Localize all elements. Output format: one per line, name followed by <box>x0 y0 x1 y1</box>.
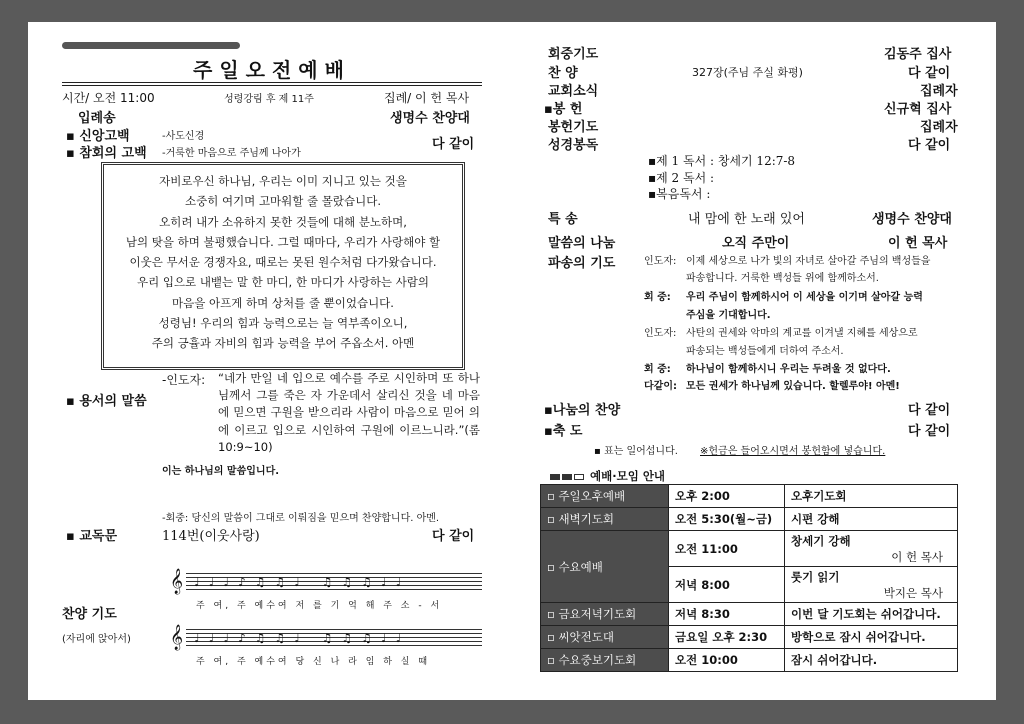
table-row <box>541 508 958 531</box>
schedule-table <box>540 484 958 672</box>
schedule-desc: 방학으로 잠시 쉬어갑니다. <box>785 626 958 649</box>
sharing-by: 다 같이 <box>908 403 951 418</box>
sending-tag: 인도자: <box>644 328 677 339</box>
decorative-bar <box>62 42 240 49</box>
confession-prayer-box <box>101 162 465 370</box>
bulletin-sheet <box>28 22 996 700</box>
absolution-label: ▪ 용서의 말씀 <box>66 394 147 409</box>
prelude-by: 생명수 찬양대 <box>390 111 470 126</box>
sending-line: 이제 세상으로 나가 빛의 자녀로 살아갈 주님의 백성들을 <box>686 256 931 267</box>
sending-tag: 회 중: <box>644 364 671 375</box>
heading-bar-icon <box>550 474 560 480</box>
special-by: 생명수 찬양대 <box>872 212 952 227</box>
schedule-time: 오전 11:00 <box>669 531 785 567</box>
table-row <box>541 626 958 649</box>
schedule-desc: 이번 달 기도회는 쉬어갑니다. <box>785 603 958 626</box>
schedule-desc2: 이 헌 목사 <box>891 549 943 564</box>
order-by: 집례자 <box>920 120 958 135</box>
absolution-leader-tag: -인도자: <box>162 373 206 387</box>
schedule-time: 저녁 8:30 <box>669 603 785 626</box>
absolution-note: 이는 하나님의 말씀입니다. <box>162 466 280 477</box>
schedule-name: ▫ 수요예배 <box>541 531 669 603</box>
confession-label: ▪ 참회의 고백 <box>66 146 147 161</box>
hymn-value: 114번(이웃사랑) <box>162 529 260 544</box>
order-label: ▪봉 헌 <box>544 102 583 117</box>
absolution-label-text: 용서의 말씀 <box>79 394 147 409</box>
prayer-line: 오히려 내가 소유하지 못한 것들에 대해 분노하며, <box>159 214 407 229</box>
prayer-line: 주의 긍휼과 자비의 힘과 능력을 부어 주옵소서. 아멘 <box>151 336 415 351</box>
schedule-time: 오전 10:00 <box>669 649 785 672</box>
schedule-heading <box>550 468 665 484</box>
schedule-desc-cell <box>785 531 958 567</box>
sending-line: 파송되는 백성들에게 더하여 주소서. <box>686 346 844 357</box>
schedule-name: ▫ 주일오후예배 <box>541 485 669 508</box>
sending-line: 우리 주님이 함께하시어 이 세상을 이기며 살아갈 능력 <box>686 292 923 303</box>
creed-label: ▪ 신앙고백 <box>66 129 130 144</box>
benediction-by: 다 같이 <box>908 424 951 439</box>
hymn-label: ▪ 교독문 <box>66 529 118 544</box>
hymn-label-text: 교독문 <box>79 529 118 544</box>
church-season: 성령강림 후 제 11주 <box>224 94 314 105</box>
creed-text: 신앙고백 <box>79 129 130 144</box>
prelude-label: 입례송 <box>78 111 116 126</box>
table-row <box>541 485 958 508</box>
treble-clef-icon: 𝄞 <box>170 569 184 594</box>
sharing-label: ▪나눔의 찬양 <box>544 403 621 418</box>
music-staff-1 <box>166 569 482 597</box>
schedule-name: ▫ 씨앗전도대 <box>541 626 669 649</box>
service-time: 시간/ 오전 11:00 <box>62 91 155 105</box>
sending-label: 파송의 기도 <box>548 256 616 271</box>
confession-text: 참회의 고백 <box>79 146 147 161</box>
reading-3: ▪복음독서 : <box>648 187 711 201</box>
sending-line: 주심을 기대합니다. <box>686 310 771 321</box>
schedule-time: 저녁 8:00 <box>669 567 785 603</box>
treble-clef-icon: 𝄞 <box>170 625 184 650</box>
confession-by: 다 같이 <box>432 137 475 152</box>
offering-notice: ※헌금은 들어오시면서 봉헌함에 넣습니다. <box>700 446 886 457</box>
order-mid: 327장(주님 주실 화평) <box>692 66 803 79</box>
sending-tag: 다같이: <box>644 381 677 392</box>
absolution-congregation: -회중: 당신의 말씀이 그대로 이뤄짐을 믿으며 찬양합니다. 아멘. <box>162 513 440 524</box>
confession-desc: -거룩한 마음으로 주님께 나아가 <box>162 148 301 159</box>
schedule-title: 예배·모임 안내 <box>590 469 666 483</box>
schedule-name: ▫ 금요저녁기도회 <box>541 603 669 626</box>
schedule-desc2: 박지은 목사 <box>883 585 943 600</box>
sending-tag: 회 중: <box>644 292 671 303</box>
order-by: 김동주 집사 <box>884 47 952 62</box>
special-mid: 내 맘에 한 노래 있어 <box>688 212 805 227</box>
reading-1: ▪제 1 독서 : 창세기 12:7-8 <box>648 154 796 168</box>
hymn-by: 다 같이 <box>432 529 475 544</box>
order-by: 다 같이 <box>908 138 951 153</box>
order-label: 봉헌기도 <box>548 120 599 135</box>
sending-line: 모든 권세가 하나님께 있습니다. 할렐루야! 아멘! <box>686 381 900 392</box>
table-row <box>541 649 958 672</box>
prayer-line: 성령님! 우리의 힘과 능력으로는 늘 역부족이오니, <box>158 316 408 331</box>
schedule-desc: 시편 강해 <box>785 508 958 531</box>
sung-prayer-lyric-1: 주 여, 주 예수여 저 를 기 억 해 주 소 - 서 <box>196 601 443 611</box>
order-label: 교회소식 <box>548 84 599 99</box>
schedule-time: 금요일 오후 2:30 <box>669 626 785 649</box>
table-row <box>541 603 958 626</box>
heading-bar-icon <box>562 474 572 480</box>
schedule-desc: 룻기 읽기 <box>791 569 840 584</box>
table-row <box>541 531 958 567</box>
sermon-mid: 오직 주만이 <box>722 236 790 251</box>
schedule-desc-cell <box>785 567 958 603</box>
music-notes: ♩♩♩♪♫♫♩ ♫♫♫♩♩ <box>194 631 411 645</box>
sending-line: 하나님이 함께하시니 우리는 두려울 것 없다다. <box>686 364 891 375</box>
order-by: 다 같이 <box>908 66 951 81</box>
schedule-time: 오전 5:30(월~금) <box>669 508 785 531</box>
schedule-name: ▫ 수요중보기도회 <box>541 649 669 672</box>
schedule-desc: 오후기도회 <box>785 485 958 508</box>
reading-2: ▪제 2 독서 : <box>648 171 715 185</box>
special-label: 특 송 <box>548 212 578 227</box>
sung-prayer-sub: (자리에 앉아서) <box>62 634 131 645</box>
order-by: 신규혁 집사 <box>884 102 952 117</box>
sending-line: 파송합니다. 거룩한 백성들 위에 함께하소서. <box>686 273 879 284</box>
music-notes: ♩♩♩♪♫♫♩ ♫♫♫♩♩ <box>194 575 411 589</box>
prayer-line: 소중히 여기며 고마워할 줄 몰랐습니다. <box>184 194 382 209</box>
creed-desc: -사도신경 <box>162 131 205 142</box>
schedule-time: 오후 2:00 <box>669 485 785 508</box>
sending-tag: 인도자: <box>644 256 677 267</box>
benediction-label: ▪축 도 <box>544 424 583 439</box>
page-title: 주일오전예배 <box>193 58 351 82</box>
sermon-label: 말씀의 나눔 <box>548 236 616 251</box>
presider: 집례/ 이 헌 목사 <box>384 91 470 105</box>
sung-prayer-lyric-2: 주 여, 주 예수여 당 신 나 라 임 하 실 때 <box>196 657 431 667</box>
sung-prayer-label: 찬양 기도 <box>62 607 117 622</box>
prayer-line: 마음을 아프게 하며 상처를 줄 뿐이었습니다. <box>172 295 394 310</box>
sending-line: 사탄의 권세와 악마의 계교를 이겨낼 지혜를 세상으로 <box>686 328 918 339</box>
order-label: 성경봉독 <box>548 138 599 153</box>
prayer-line: 자비로우신 하나님, 우리는 이미 지니고 있는 것을 <box>159 174 407 188</box>
prayer-line: 남의 탓을 하며 불평했습니다. 그럴 때마다, 우리가 사랑해야 할 <box>125 234 441 249</box>
prayer-line: 이웃은 무서운 경쟁자요, 때로는 못된 원수처럼 다가왔습니다. <box>129 255 437 270</box>
schedule-name: ▫ 새벽기도회 <box>541 508 669 531</box>
order-label: 회중기도 <box>548 47 599 62</box>
prayer-line: 우리 입으로 내뱉는 말 한 마디, 한 마디가 사랑하는 사람의 <box>136 275 430 290</box>
music-staff-2 <box>166 625 482 653</box>
schedule-desc: 잠시 쉬어갑니다. <box>785 649 958 672</box>
absolution-text: “네가 만일 네 입으로 예수를 주로 시인하며 또 하나님께서 그를 죽은 자 가운데서 살리신 것을 네 마음에 믿으면 구원을 받으리라 사람이 마음으로 믿어 의에 이르고 입으로 시인하여 구원에 이르느니라.”(롬 10:9~10) <box>218 371 480 454</box>
order-by: 집례자 <box>920 84 958 99</box>
sermon-by: 이 헌 목사 <box>888 236 948 251</box>
heading-bar-icon <box>574 474 584 480</box>
schedule-desc: 창세기 강해 <box>791 533 851 548</box>
title-rule <box>62 82 482 86</box>
order-label: 찬 양 <box>548 66 578 81</box>
stand-notice: ▪ 표는 일어섭니다. <box>594 446 678 457</box>
